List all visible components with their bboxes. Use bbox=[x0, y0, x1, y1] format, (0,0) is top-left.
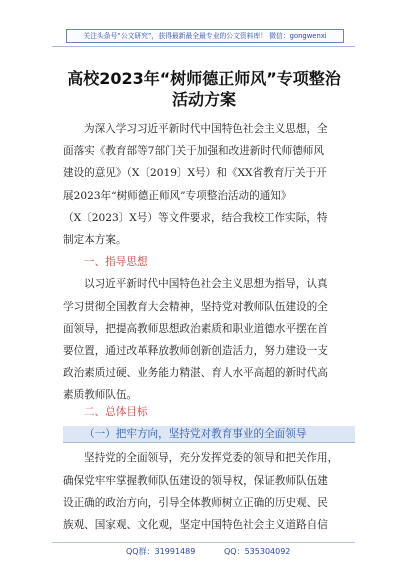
intro-line: 制定本方案。 bbox=[63, 234, 127, 246]
intro-line: 面落实《教育部等7部门关于加强和改进新时代师德师风 bbox=[63, 145, 324, 157]
header-divider bbox=[52, 46, 355, 47]
section1-line: 面领导，把提高教师思想政治素质和职业道德水平摆在首 bbox=[63, 323, 328, 335]
intro-line: 展2023年“树师德正师风”专项整治活动的通知》 bbox=[63, 190, 292, 202]
intro-line: （X〔2023〕X号）等文件要求，结合我校工作实际，特 bbox=[63, 212, 328, 224]
document-title-line1: 高校2023年“树师德正师风”专项整治 bbox=[67, 69, 341, 88]
section1-line: 以习近平新时代中国特色社会主义思想为指导，认真 bbox=[84, 278, 328, 290]
subsection1-line: 坚持党的全面领导，充分发挥党委的领导和把关作用， bbox=[84, 452, 339, 464]
subsection1-line: 设正确的政治方向，引导全体教师树立正确的历史观、民 bbox=[63, 497, 328, 509]
section1-line: 素质教师队伍。 bbox=[63, 389, 138, 401]
subsection1-line: 族观、国家观、文化观，坚定中国特色社会主义道路自信 bbox=[63, 519, 328, 531]
section-heading-overall-goals: 二、总体目标 bbox=[84, 406, 148, 418]
footer-qq-group: QQ群：31991489 bbox=[126, 547, 196, 556]
section1-line: 要位置，通过改革释放教师创新创造活力，努力建设一支 bbox=[63, 345, 328, 357]
subsection-heading-direction: （一）把牢方向，坚持党对教育事业的全面领导 bbox=[84, 428, 307, 440]
document-title-line2: 活动方案 bbox=[171, 90, 236, 109]
section-heading-guiding-ideology: 一、指导思想 bbox=[84, 256, 148, 268]
footer-qq: QQ：535304092 bbox=[224, 547, 291, 556]
section1-line: 学习贯彻全国教育大会精神，坚持党对教师队伍建设的全 bbox=[63, 301, 328, 313]
promo-banner[interactable]: 关注头条号“公文研究”，获得最新最全最专业的公文资料库！ 微信：gongwenxi bbox=[66, 29, 344, 43]
intro-line: 为深入学习习近平新时代中国特色社会主义思想，全 bbox=[84, 123, 328, 135]
intro-line: 建设的意见》（X〔2019〕X号）和《XX省教育厅关于开 bbox=[63, 167, 327, 179]
subsection1-line: 确保党牢牢掌握教师队伍建设的领导权，保证教师队伍建 bbox=[63, 475, 328, 487]
footer-divider bbox=[52, 542, 355, 543]
section1-line: 政治素质过硬、业务能力精湛、育人水平高超的新时代高 bbox=[63, 367, 328, 379]
